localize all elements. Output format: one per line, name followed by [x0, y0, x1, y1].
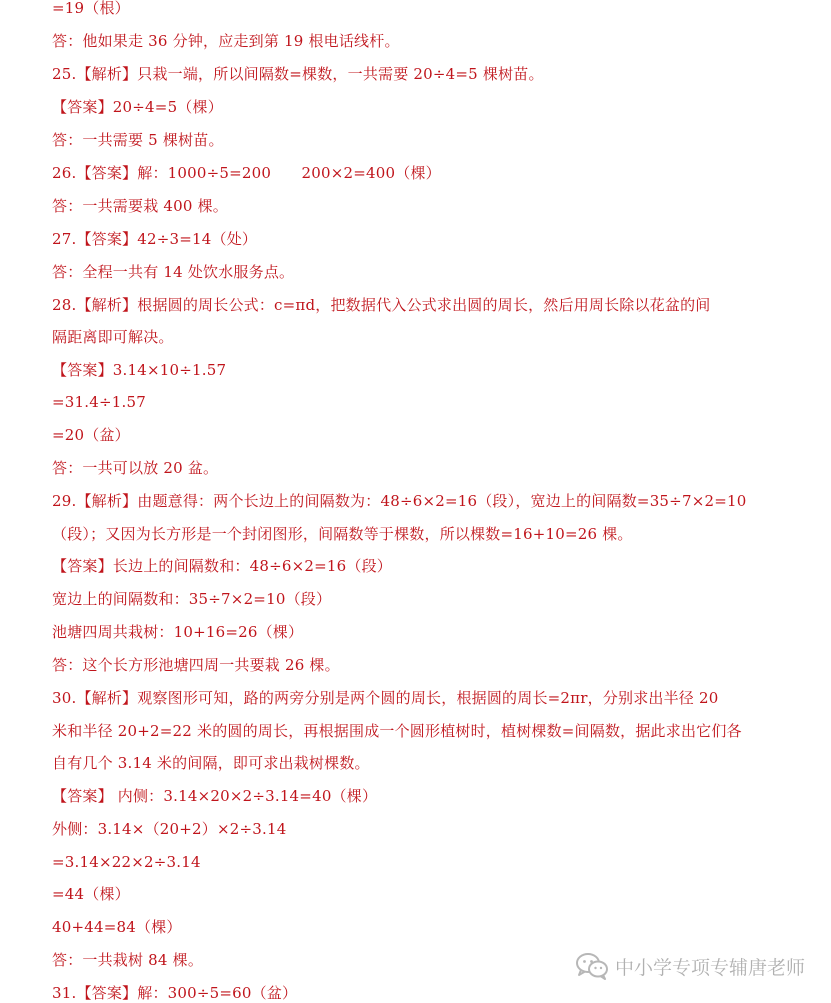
text-line: 宽边上的间隔数和：35÷7×2=10（段） — [52, 590, 332, 608]
text-line: =31.4÷1.57 — [52, 393, 146, 411]
text-line: =19（根） — [52, 0, 130, 17]
text-line: 31.【答案】解：300÷5=60（盆） — [52, 984, 298, 1002]
watermark-text: 中小学专项专辅唐老师 — [614, 956, 805, 979]
text-line: 外侧：3.14×（20+2）×2÷3.14 — [52, 820, 287, 838]
text-line: 26.【答案】解：1000÷5=200 200×2=400（棵） — [52, 164, 441, 182]
watermark — [575, 952, 805, 980]
text-line: 【答案】20÷4=5（棵） — [52, 98, 223, 116]
text-line: 米和半径 20+2=22 米的圆的周长，再根据围成一个圆形植树时，植树棵数=间隔数，据此求出它们各 — [52, 722, 742, 740]
text-line: =20（盆） — [52, 426, 130, 444]
text-line: 答：全程一共有 14 处饮水服务点。 — [52, 263, 295, 281]
wechat-icon — [575, 952, 609, 980]
text-line: 25.【解析】只栽一端，所以间隔数=棵数，一共需要 20÷4=5 棵树苗。 — [52, 65, 544, 83]
text-line: 答：一共需要 5 棵树苗。 — [52, 131, 224, 149]
text-line: 答：他如果走 36 分钟，应走到第 19 根电话线杆。 — [52, 32, 400, 50]
text-line: 30.【解析】观察图形可知，路的两旁分别是两个圆的周长，根据圆的周长=2πr，分别求出半径 20 — [52, 689, 719, 707]
text-line: 答：这个长方形池塘四周一共要栽 26 棵。 — [52, 656, 340, 674]
text-line: 【答案】 内侧：3.14×20×2÷3.14=40（棵） — [52, 787, 378, 805]
text-line: 池塘四周共栽树：10+16=26（棵） — [52, 623, 304, 641]
text-line: 29.【解析】由题意得：两个长边上的间隔数为：48÷6×2=16（段），宽边上的间隔数=35÷7×2=10 — [52, 492, 747, 510]
text-line: 答：一共栽树 84 棵。 — [52, 951, 204, 969]
text-line: 40+44=84（棵） — [52, 918, 182, 936]
text-line: 【答案】长边上的间隔数和：48÷6×2=16（段） — [52, 557, 392, 575]
text-line: 隔距离即可解决。 — [52, 328, 174, 346]
text-line: 自有几个 3.14 米的间隔，即可求出栽树棵数。 — [52, 754, 370, 772]
text-line: 答：一共需要栽 400 棵。 — [52, 197, 228, 215]
text-line: 答：一共可以放 20 盆。 — [52, 459, 219, 477]
text-line: 27.【答案】42÷3=14（处） — [52, 230, 258, 248]
text-line: =3.14×22×2÷3.14 — [52, 853, 201, 871]
text-line: 【答案】3.14×10÷1.57 — [52, 361, 227, 379]
text-line: =44（棵） — [52, 885, 130, 903]
text-line: 28.【解析】根据圆的周长公式：c=πd，把数据代入公式求出圆的周长，然后用周长除以花盆的间 — [52, 296, 711, 314]
text-line: （段）；又因为长方形是一个封闭图形，间隔数等于棵数，所以棵数=16+10=26 棵。 — [52, 525, 633, 543]
